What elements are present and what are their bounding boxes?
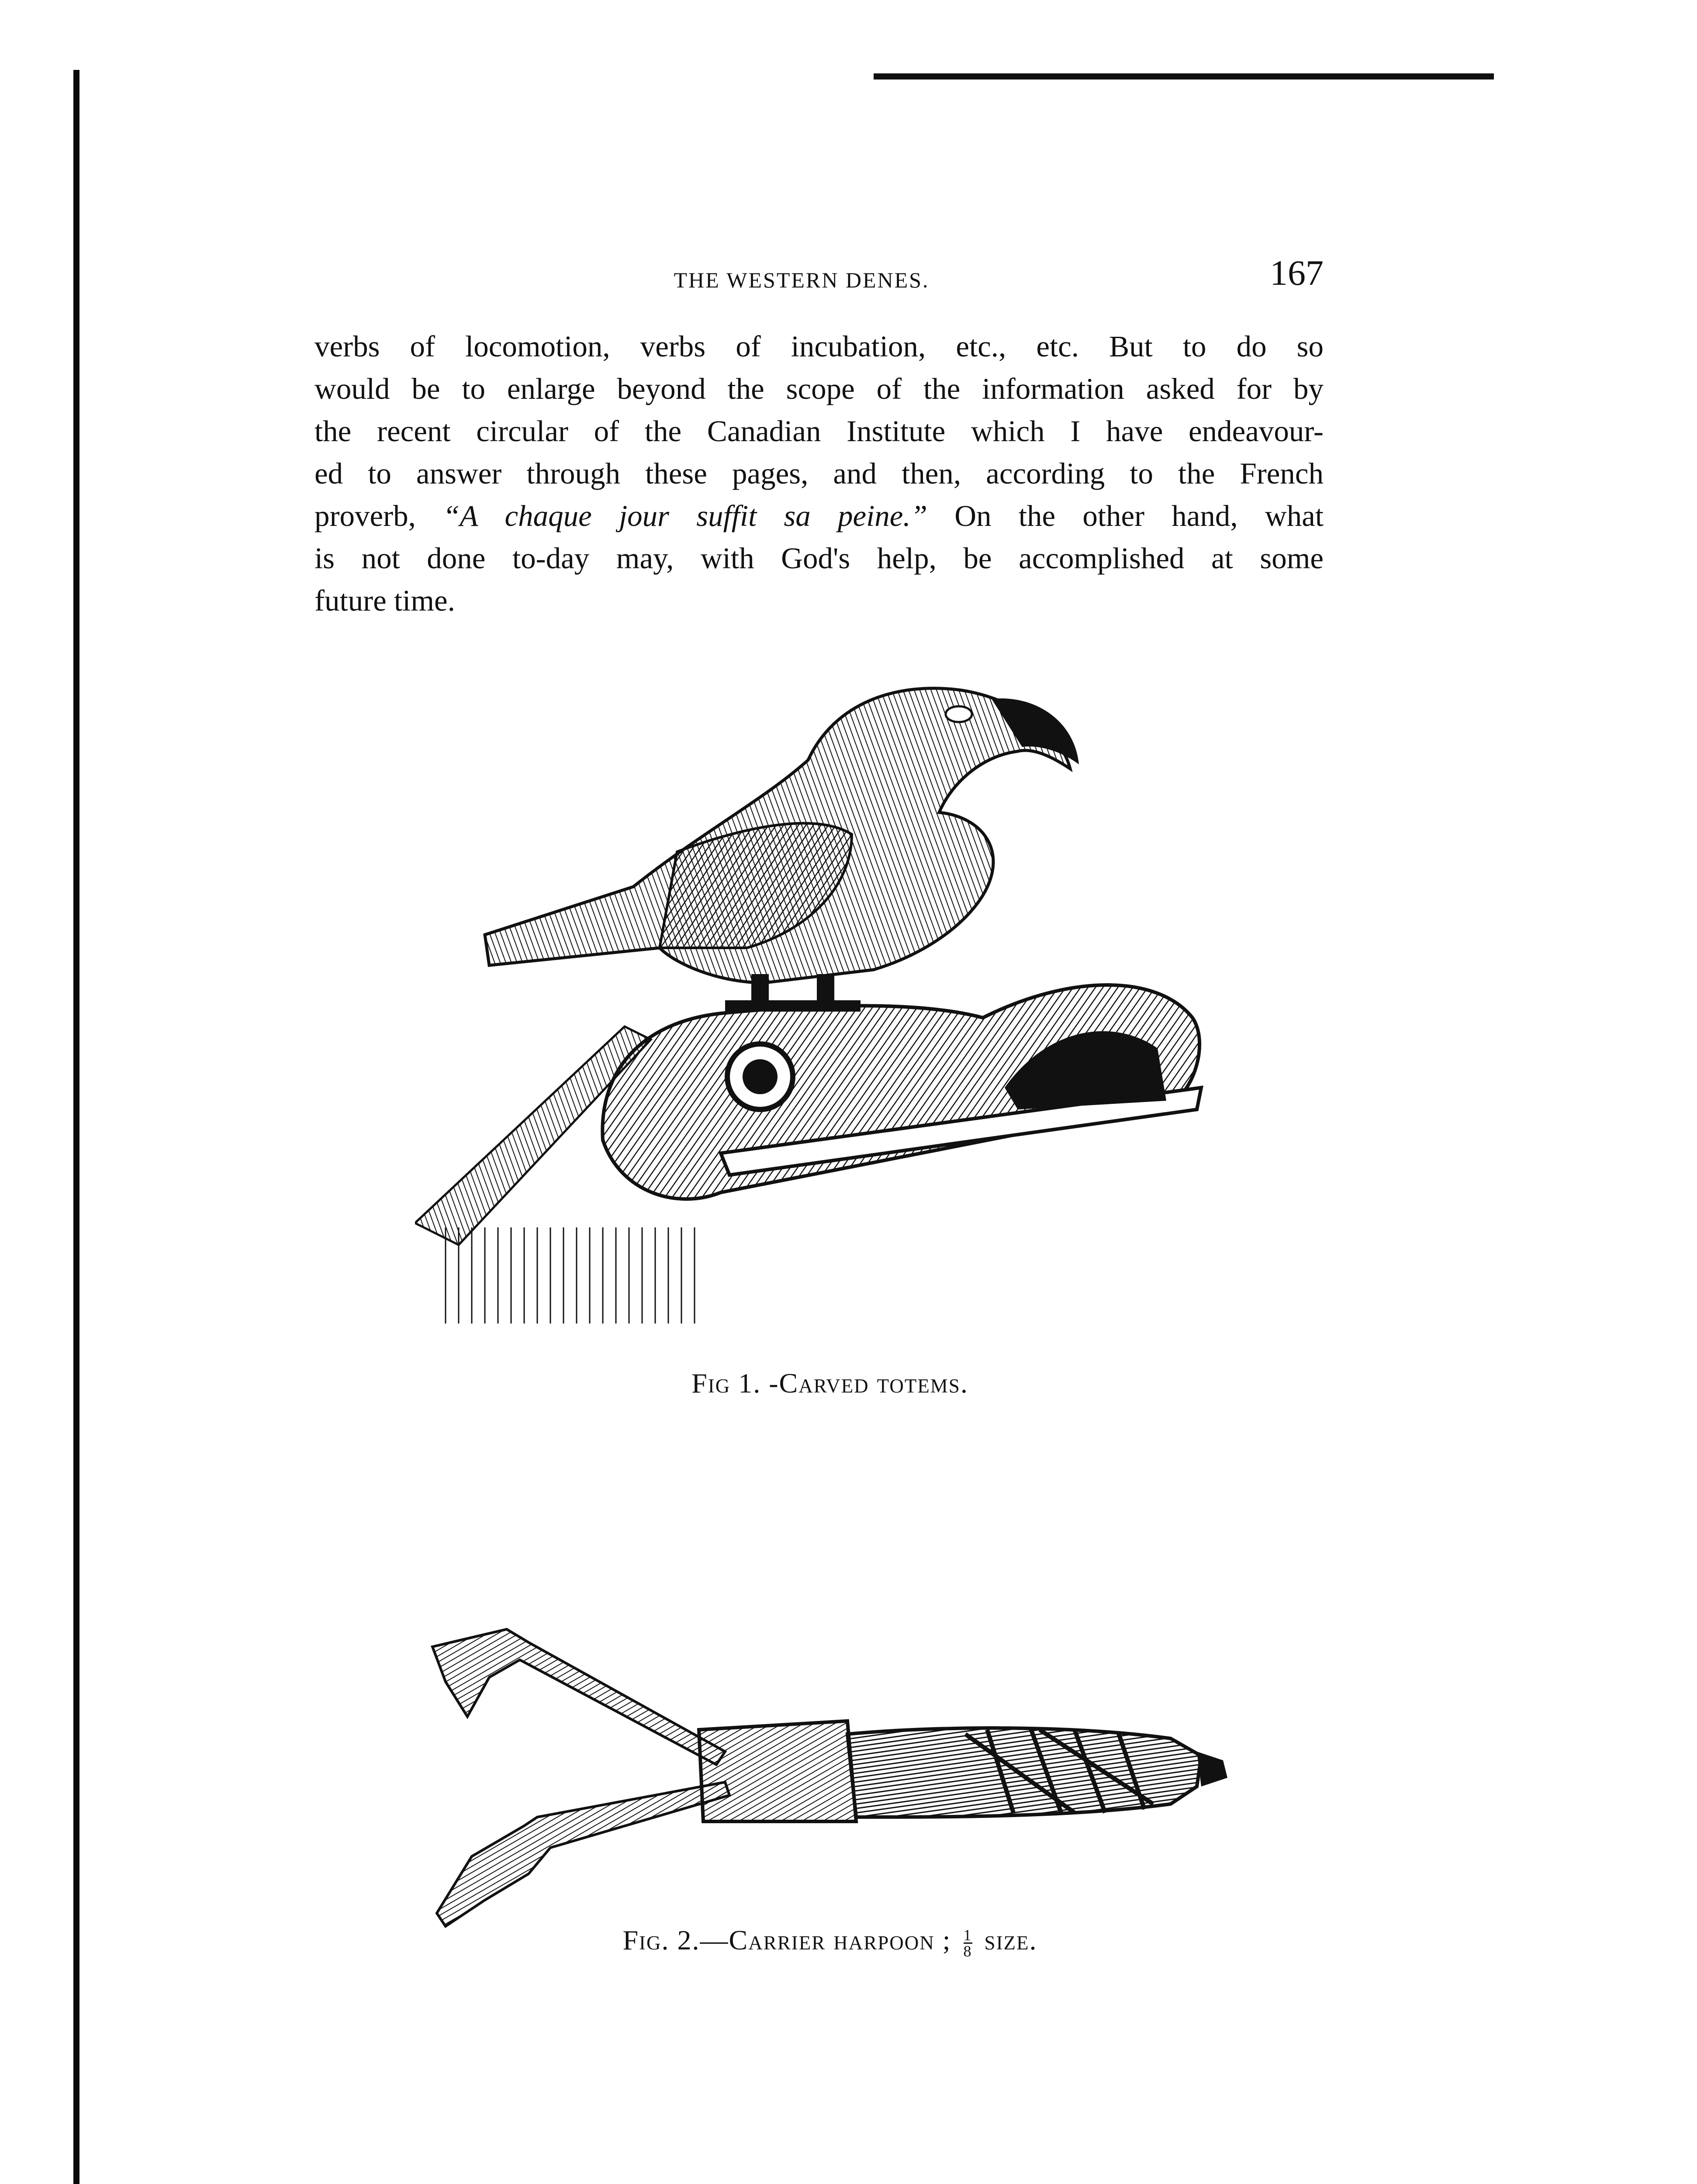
figure-2-caption-prefix: Fig. 2.—Carrier harpoon ; xyxy=(622,1925,951,1956)
figure-1-caption: Fig 1. -Carved totems. xyxy=(691,1368,968,1399)
carved-totems-illustration xyxy=(415,668,1245,1350)
running-head-title: THE WESTERN DENES. xyxy=(674,268,930,292)
page-number: 167 xyxy=(1270,253,1324,293)
scan-border-left xyxy=(73,70,79,2184)
proverb-quote: “A chaque jour suffit sa peine.” xyxy=(443,499,928,532)
proverb-prefix: proverb, xyxy=(315,499,443,532)
fraction-numerator: 1 xyxy=(963,1926,972,1944)
fraction-denominator: 8 xyxy=(963,1942,972,1960)
figure-2-caption xyxy=(524,1924,1136,1959)
body-line-1: verbs of locomotion, verbs of incubation, etc., etc. But to do so xyxy=(315,330,1324,363)
body-line-4: ed to answer through these pages, and then, according to the French xyxy=(315,457,1324,490)
body-paragraph xyxy=(315,325,1324,622)
body-line-6: is not done to-day may, with God's help, be accomplished at some xyxy=(315,542,1324,575)
carrier-harpoon-illustration xyxy=(419,1612,1241,1939)
body-line-5-rest: On the other hand, what xyxy=(954,499,1324,532)
body-line-3: the recent circular of the Canadian Institute which I have endeavour- xyxy=(315,415,1324,448)
scan-rule-top xyxy=(874,73,1494,79)
body-line-7: future time. xyxy=(315,584,455,617)
body-line-5 xyxy=(315,495,1324,537)
fraction-one-eighth xyxy=(964,1928,972,1959)
figure-2-caption-suffix: size. xyxy=(984,1925,1037,1956)
body-line-2: would be to enlarge beyond the scope of the information asked for by xyxy=(315,372,1324,405)
